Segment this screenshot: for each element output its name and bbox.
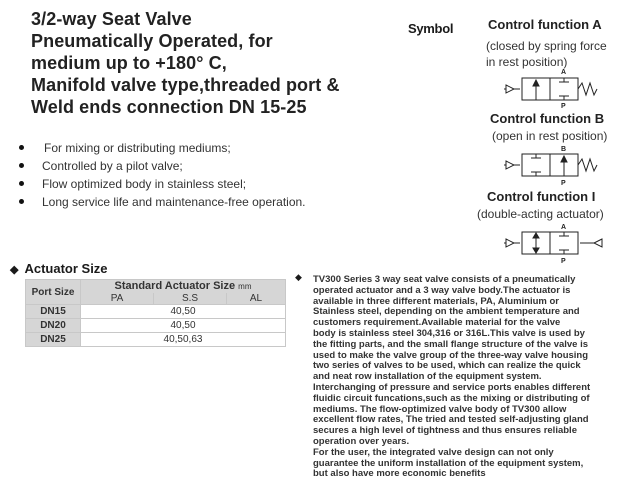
description-line: used to make the valve group of the three-way valve housing xyxy=(313,349,589,361)
description-line: mediums. The flow-optimized valve body of TV300 allow xyxy=(313,403,567,415)
title-line: Weld ends connection DN 15-25 xyxy=(31,97,307,117)
port-cell: DN20 xyxy=(26,319,81,333)
title-line: medium up to +180° C, xyxy=(31,53,227,73)
desc-line: (closed by spring force xyxy=(486,39,607,53)
table-row xyxy=(26,319,286,333)
description-line: operated actuator and a 3 way valve body.The actuator is xyxy=(313,284,571,296)
port-cell: DN25 xyxy=(26,333,81,347)
description-line: and neat row installation of the equipment system. xyxy=(313,371,542,383)
actuator-heading-text: Actuator Size xyxy=(24,261,108,276)
title-line: Pneumatically Operated, for xyxy=(31,31,273,51)
description-line: guarantee the uniform installation of the equipment system, xyxy=(313,457,584,469)
valve-symbol-a xyxy=(496,64,606,110)
feature-item: Flow optimized body in stainless steel; xyxy=(18,176,348,194)
description-line: two series of valves to be used, which can realize the quick xyxy=(313,360,581,372)
description-line: For the user, the integrated valve design can not only xyxy=(313,446,554,458)
title-line: 3/2-way Seat Valve xyxy=(31,9,192,29)
unit-label: mm xyxy=(238,282,252,292)
port-label-p: P xyxy=(561,258,566,265)
port-label-p: P xyxy=(561,103,566,110)
description-line: operation over years. xyxy=(313,435,410,447)
port-label-a: A xyxy=(561,69,567,76)
description-line: TV300 Series 3 way seat valve consists of a pneumatically xyxy=(313,274,576,285)
feature-item: Controlled by a pilot valve; xyxy=(18,158,348,176)
description-line: Interchanging of pressure and service ports enables different xyxy=(313,381,591,393)
material-pa-header: PA xyxy=(81,293,154,305)
table-row xyxy=(26,305,286,319)
actuator-size-table xyxy=(25,279,286,347)
description-line: Stainless steel, depending on the ambient temperature and xyxy=(313,306,580,318)
feature-item: For mixing or distributing mediums; xyxy=(18,140,348,158)
control-function-a-title: Control function A xyxy=(488,17,602,32)
actuator-size-heading xyxy=(10,261,108,276)
valve-symbol-i xyxy=(496,220,616,266)
port-size-header: Port Size xyxy=(26,280,81,305)
diamond-bullet-icon: ◆ xyxy=(295,272,302,282)
table-row xyxy=(26,333,286,347)
valve-symbol-b xyxy=(496,142,606,188)
port-label-a: A xyxy=(561,224,567,231)
page-title xyxy=(31,8,391,118)
port-cell: DN15 xyxy=(26,305,81,319)
description-line: fluidic circuit funcations,such as the mixing or distributing of xyxy=(313,392,590,404)
symbol-label: Symbol xyxy=(408,21,454,36)
desc-line: (double-acting actuator) xyxy=(477,207,604,221)
description-line: secures a high level of tightness and thus ensures reliable xyxy=(313,425,577,437)
feature-list xyxy=(18,140,348,212)
port-label-b: B xyxy=(561,146,567,153)
product-description xyxy=(313,275,631,480)
material-ss-header: S.S xyxy=(154,293,227,305)
description-line: customers requirement.Available material for the valve xyxy=(313,317,561,329)
description-line: available in three different materials, PA, Aluminium or xyxy=(313,295,560,307)
diamond-bullet-icon: ◆ xyxy=(10,264,19,276)
control-function-b-title: Control function B xyxy=(490,111,605,126)
size-cell: 40,50,63 xyxy=(81,333,286,347)
description-line: excellent flow rates, The tried and tested self-adjusting gland xyxy=(313,414,589,426)
size-cell: 40,50 xyxy=(81,305,286,319)
size-cell: 40,50 xyxy=(81,319,286,333)
title-line: Manifold valve type,threaded port & xyxy=(31,75,340,95)
standard-actuator-label: Standard Actuator Size xyxy=(114,280,236,293)
description-line: body is stainless steel 304,316 or 316L.This valve is used by xyxy=(313,327,585,339)
desc-line: (open in rest position) xyxy=(492,129,608,143)
material-al-header: AL xyxy=(227,293,286,305)
port-label-p: P xyxy=(561,180,566,187)
standard-actuator-header xyxy=(81,280,286,293)
description-line: but also have more economic benefits xyxy=(313,468,486,480)
description-line: the fitting parts, and the small flange structure of the valve is xyxy=(313,338,589,350)
control-function-i-title: Control function I xyxy=(487,189,596,204)
feature-item: Long service life and maintenance-free operation. xyxy=(18,194,348,212)
desc-line: in rest position) xyxy=(486,55,568,69)
